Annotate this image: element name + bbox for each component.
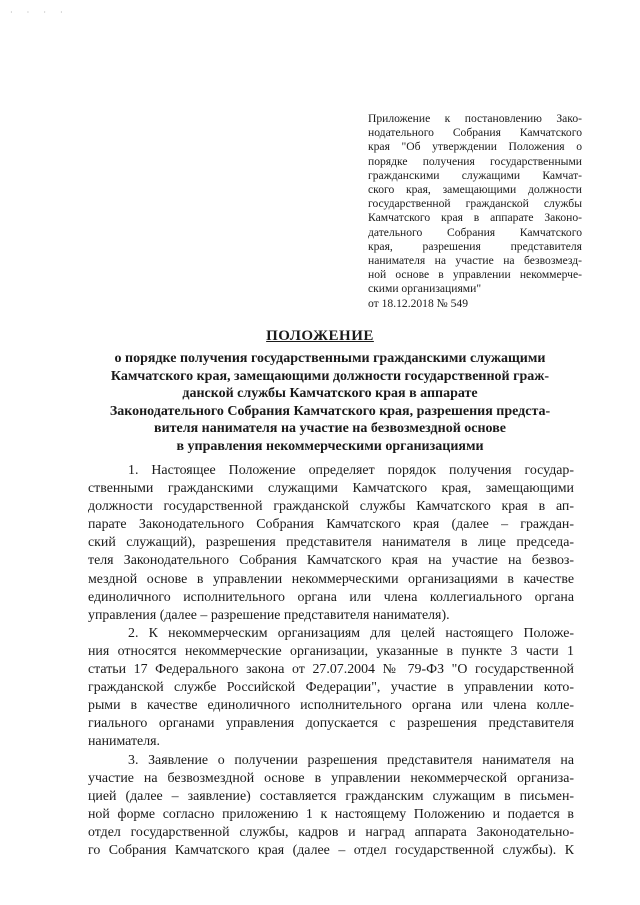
appendix-line: ной основе в управлении некоммерче- — [368, 268, 582, 282]
appendix-line: Камчатского края в аппарате Законо- — [368, 211, 582, 225]
paragraph-1-line: ский служащий), разрешения представителя нанимателя в лице председа- — [88, 535, 574, 551]
appendix-line: края, разрешения представителя — [368, 239, 582, 253]
paragraph-3-line: го Собрания Камчатского края (далее – отдел государственной службы). К — [88, 842, 574, 858]
subtitle-line: вителя нанимателя на участие на безвозмездной основе — [154, 421, 506, 437]
document-body — [88, 462, 574, 860]
appendix-line: края "Об утверждении Положения о — [368, 140, 582, 154]
paragraph-1-line: 1. Настоящее Положение определяет порядок получения государ- — [128, 463, 574, 478]
document-subtitle — [80, 350, 580, 456]
paragraph-2-line: 2. К некоммерческим организациям для целей настоящего Положе- — [128, 625, 574, 641]
subtitle-line: о порядке получения государственными гражданскими служащими — [114, 351, 546, 366]
paragraph-3-line: 3. Заявление о получении разрешения представителя нанимателя на — [128, 752, 574, 768]
appendix-line: порядке получения государственными — [368, 154, 582, 168]
paragraph-2-line: статьи 17 Федерального закона от 27.07.2004 № 79-ФЗ "О государственной — [88, 662, 574, 678]
appendix-line: дательного Собрания Камчатского — [368, 225, 582, 239]
paragraph-1-line: управления (далее – разрешение представителя нанимателя). — [88, 607, 450, 623]
paragraph-1-line: мездной основе в управлении некоммерческими организациями в качестве — [88, 571, 574, 587]
scan-marks: · · · · — [10, 8, 69, 17]
appendix-line: Приложение к постановлению Зако- — [368, 112, 582, 125]
appendix-line: скими организациями" — [368, 282, 482, 296]
paragraph-1-line: теля Законодательного Собрания Камчатского края на участие на безвоз- — [88, 553, 574, 569]
subtitle-line: Камчатского края, замещающими должности государственной граж- — [110, 368, 550, 384]
appendix-line: ского края, замещающими должности — [368, 183, 582, 197]
document-title: ПОЛОЖЕНИЕ — [266, 328, 374, 344]
subtitle-line: в управления некоммерческими организациями — [176, 438, 484, 454]
appendix-line: нодательного Собрания Камчатского — [368, 126, 582, 140]
appendix-line: гражданскими служащими Камчат- — [368, 168, 582, 182]
paragraph-3-line: участие на безвозмездной основе в управлении некоммерческой организа- — [88, 770, 574, 786]
subtitle-line: Законодательного Собрания Камчатского края, разрешения предста- — [109, 403, 551, 419]
appendix-line: нанимателя на участие на безвозмезд- — [368, 254, 582, 268]
appendix-note — [368, 112, 582, 311]
paragraph-2-line: рыми в качестве единоличного исполнительного органа или члена колле- — [88, 698, 574, 714]
paragraph-1-line: ственными гражданскими служащими Камчатского края, замещающими — [88, 481, 574, 497]
paragraph-2-line: ния относятся некоммерческие организации, указанные в пункте 3 части 1 — [88, 643, 574, 659]
paragraph-1-line: должности государственной гражданской службы Камчатского края в ап- — [88, 499, 574, 515]
appendix-date-line: от 18.12.2018 № 549 — [368, 296, 469, 310]
paragraph-3-line: ной форме согласно приложению 1 к настоящему Положению и подается в — [88, 806, 574, 822]
paragraph-2-line: нанимателя. — [88, 734, 160, 750]
paragraph-3-line: отдел государственной службы, кадров и наград аппарата Законодательно- — [88, 824, 574, 840]
paragraph-2-line: гиального органами управления допускается с разрешения представителя — [88, 716, 574, 732]
paragraph-3-line: цией (далее – заявление) составляется гражданским служащим в письмен- — [88, 788, 574, 804]
paragraph-1-line: единоличного исполнительного органа или члена коллегиального органа — [88, 589, 574, 605]
paragraph-2-line: гражданской службе Российской Федерации", участие в управлении кото- — [88, 680, 574, 696]
appendix-line: государственной гражданской службы — [368, 197, 582, 211]
subtitle-line: данской службы Камчатского края в аппарате — [182, 386, 478, 402]
paragraph-1-line: парате Законодательного Собрания Камчатского края (далее – граждан- — [88, 517, 574, 533]
